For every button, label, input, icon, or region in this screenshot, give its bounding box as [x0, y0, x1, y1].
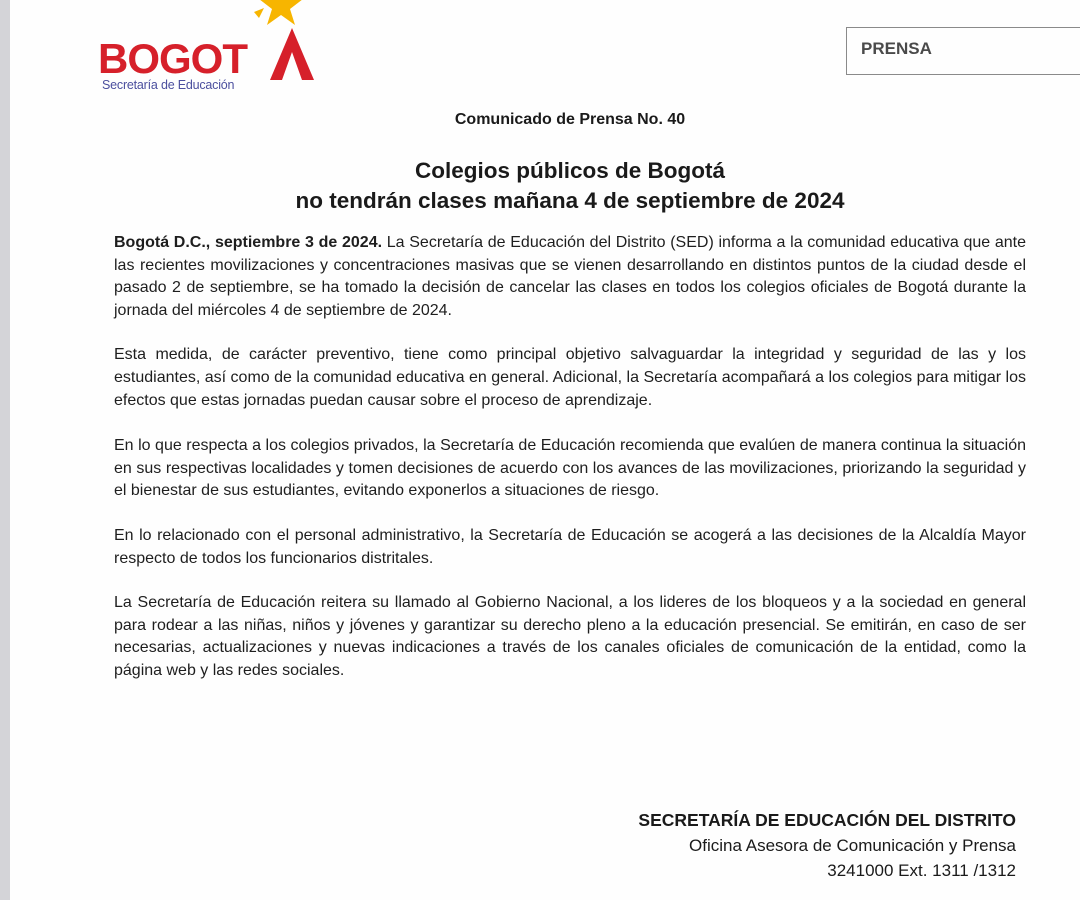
logo-letter-a-icon — [266, 26, 318, 80]
prensa-badge: PRENSA — [846, 27, 1080, 75]
paragraph-5: La Secretaría de Educación reitera su llamado al Gobierno Nacional, a los lideres de los bloqueos y a la sociedad en general para rodear a las niñas, niños y jóvenes y garantizar su derecho pleno a la educación presencial. Se emitirán, en caso de ser necesarias, actualizaciones y nuevas indicaciones a través de los canales oficiales de comunicación de la entidad, como la página web y las redes sociales. — [114, 594, 1026, 679]
signature-phone: 3241000 Ext. 1311 /1312 — [827, 861, 1016, 880]
paragraph-3: En lo que respecta a los colegios privados, la Secretaría de Educación recomienda que evalúen de manera continua la situación en sus respectivas localidades y tomen decisiones de acuerdo con los avances de las movilizaciones, priorizando la seguridad y el bienestar de sus estudiantes, evitando exponerlos a situaciones de riesgo. — [114, 437, 1026, 500]
paragraph-1-text: La Secretaría de Educación del Distrito (SED) informa a la comunidad educativa que ante las recientes movilizaciones y concentraciones masivas que se vienen desarrollando en distintos puntos de la ciudad desde el pasado 2 de septiembre, se ha tomado la decisión de cancelar las clases en todos los colegios oficiales de Bogotá durante la jornada del miércoles 4 de septiembre de 2024. — [114, 234, 1027, 319]
logo-wordmark: BOGOT — [98, 35, 247, 82]
release-number: Comunicado de Prensa No. 40 — [454, 111, 686, 128]
dateline: Bogotá D.C., septiembre 3 de 2024. — [114, 234, 383, 251]
headline — [10, 156, 1080, 216]
bogota-logo — [98, 0, 328, 96]
signature-entity: SECRETARÍA DE EDUCACIÓN DEL DISTRITO — [638, 810, 1016, 830]
body-text — [114, 232, 1026, 705]
signature-office: Oficina Asesora de Comunicación y Prensa — [689, 836, 1016, 855]
paragraph-1 — [114, 232, 1026, 322]
paragraph-4: En lo relacionado con el personal administrativo, la Secretaría de Educación se acogerá a las decisiones de la Alcaldía Mayor respecto de todos los funcionarios distritales. — [114, 526, 1026, 567]
paragraph-2: Esta medida, de carácter preventivo, tiene como principal objetivo salvaguardar la integridad y seguridad de las y los estudiantes, así como de la comunidad educativa en general. Adicional, la Secretaría acompañará a los colegios para mitigar los efectos que estas jornadas puedan causar sobre el proceso de aprendizaje. — [114, 346, 1026, 409]
headline-line-2: no tendrán clases mañana 4 de septiembre de 2024 — [295, 188, 845, 213]
logo-subtitle: Secretaría de Educación — [102, 78, 235, 92]
signature-block — [638, 808, 1016, 883]
headline-line-1: Colegios públicos de Bogotá — [414, 158, 725, 183]
